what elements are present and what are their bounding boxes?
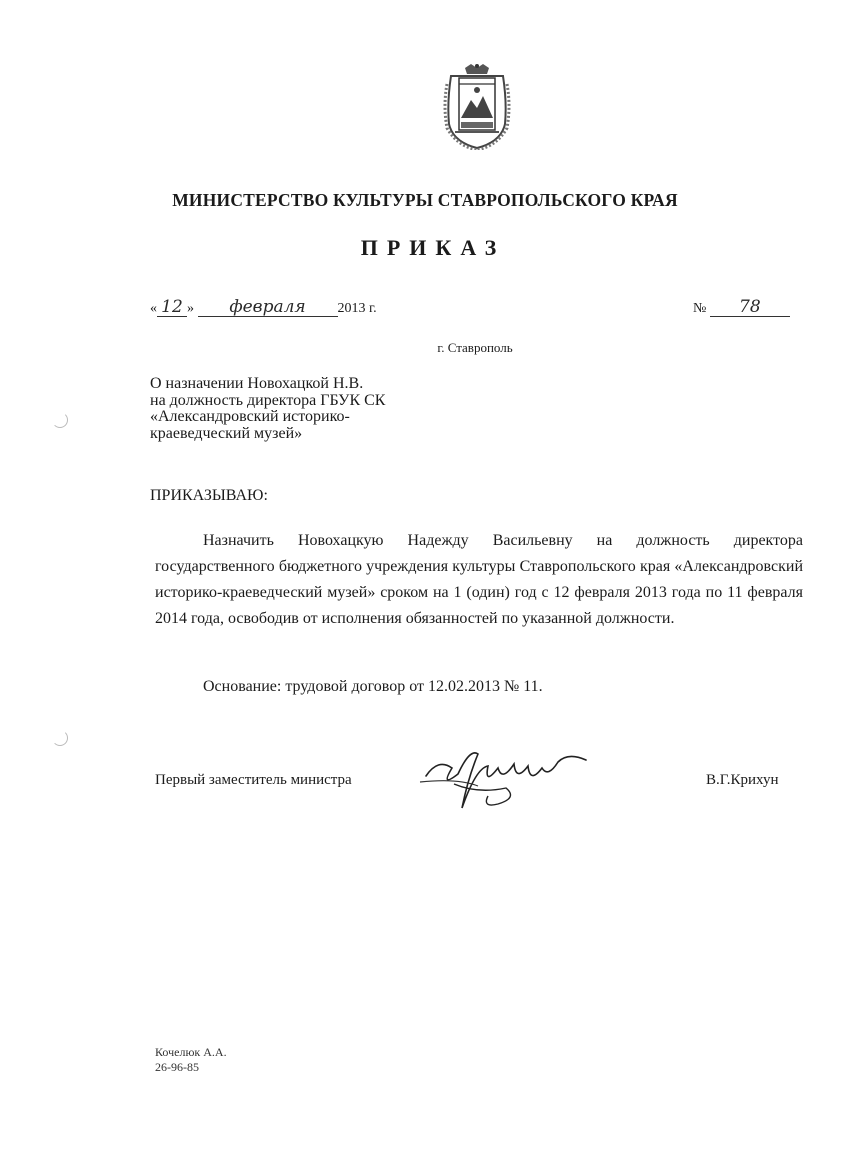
city: г. Ставрополь (437, 340, 513, 355)
subject-line: краеведческий музей» (150, 424, 303, 442)
document-title: ПРИКАЗ (360, 235, 506, 260)
date-open-quote: « (150, 301, 157, 316)
basis: Основание: трудовой договор от 12.02.2013 № 11. (203, 678, 543, 695)
punch-hole-mark (52, 412, 68, 428)
order-date (150, 298, 377, 317)
subject-line: О назначении Новохацкой Н.В. (150, 375, 364, 392)
date-day: 12 (157, 298, 187, 317)
punch-hole-mark (52, 730, 68, 746)
date-year: 2013 г. (337, 301, 377, 316)
order-verb: ПРИКАЗЫВАЮ: (150, 487, 268, 504)
signer-position: Первый заместитель министра (155, 772, 352, 788)
date-close-quote: » (187, 301, 194, 316)
signer-name: В.Г.Крихун (706, 772, 779, 788)
number-sign: № (693, 301, 707, 316)
order-body: Назначить Новохацкую Надежду Васильевну на должность директора государственного бюджетного учреждения культуры Ставропольского края «Александровский историко-краеведческий музей» сроком на 1 (один) год с 12 февраля 2013 года по 11 февраля 2014 года, освободив от исполнения обязанностей по указанной должности. (155, 532, 803, 627)
executor-info (155, 1045, 227, 1075)
coat-of-arms-emblem (441, 62, 513, 150)
order-number (693, 298, 790, 317)
executor-phone: 26-96-85 (155, 1060, 199, 1074)
executor-name: Кочелюк А.А. (155, 1045, 227, 1059)
subject-line: «Александровский историко- (150, 408, 350, 425)
subject-block (150, 376, 385, 442)
subject-line: на должность директора ГБУК СК (150, 391, 386, 409)
date-month: февраля (198, 298, 338, 317)
number-value: 78 (710, 298, 790, 317)
handwritten-signature (418, 738, 593, 820)
ministry-name: МИНИСТЕРСТВО КУЛЬТУРЫ СТАВРОПОЛЬСКОГО КРАЯ (172, 190, 678, 210)
